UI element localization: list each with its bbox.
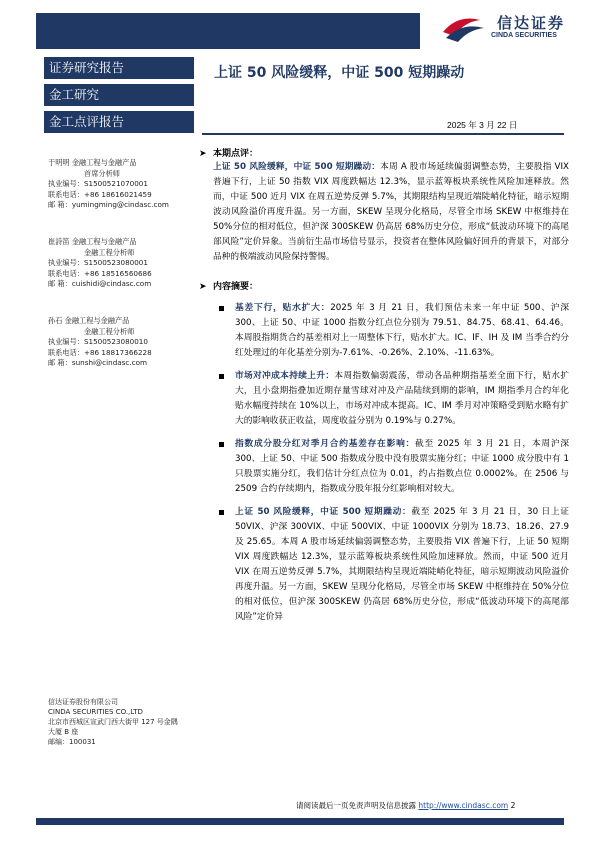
company-address: 北京市西城区宣武门西大街甲 127 号金隅 (48, 718, 178, 726)
bullet-text: 本周指数偏弱震荡，带动各品种期指基差全面下行，贴水扩大，且小盘期指叠加近期存量雪球对冲及产品陆续到期的影响，IM 期指季月合约年化贴水幅度持续在 10%以上，市场对冲成本提高。IC、IM 季月对冲策略受到贴水略有扩大的影响收获正收益，周度收益分别为 0.19%与 0.27%。 (235, 371, 570, 426)
bullet-text: 截至 2025 年 3 月 21 日，本周沪深 300、上证 50、中证 500 指数成分股中没有股票实施分红；中证 1000 成分股中有 1 只股票实施分红，我们估计分红点位为 0.01，约占指数点位 0.0002%。在 2506 与 2509 合约存续期内，指数成分股年报分红影响相对较大。 (235, 439, 570, 494)
analyst-email[interactable]: 邮 箱：sunshi@cindasc.com (48, 358, 147, 367)
analyst-cert: 执业编号：S1500521070001 (48, 179, 148, 188)
bullet-text: 截至 2025 年 3 月 21 日，30 日上证 50VIX、沪深 300VIX、中证 500VIX、中证 1000VIX 分别为 18.73、18.26、27.9 及 25.65。本周 A 股市场延续偏弱调整态势，主要股指 VIX 普遍下行，上证 50 短期 VIX 周度跌幅达 12.3%，显示蓝筹板块系统性风险加速释放。然而，中证 500 近月 VIX 在周五逆势反弹 5.7%，其期限结构呈现近端陡峭化特征，暗示短期波动风险溢价再度升温。另一方面，SKEW 呈现分化格局，尽管全市场 SKEW 中枢维持在 50%分位的相对低位，但沪深 300SKEW 仍高居 68%历史分位，形成“低波动环境下的高尾部风险”定价异 (235, 507, 569, 622)
list-item (235, 437, 569, 497)
page-footer (296, 800, 515, 811)
main-content (199, 148, 570, 625)
analyst-phone: 联系电话：+86 18616021459 (48, 189, 152, 199)
title-divider (202, 133, 564, 135)
logo-title: 信达证券 (497, 14, 566, 32)
website-link[interactable]: http://www.cindasc.com (418, 801, 509, 810)
contents-heading: ➤ 内容摘要： (199, 282, 259, 292)
bullet-square-icon (219, 510, 224, 515)
analyst-name: 孙石 金融工程与金融产品 (48, 316, 130, 325)
bullet-text: 2025 年 3 月 21 日，我们预估未来一年中证 500、沪深 300、上证 50、中证 1000 指数分红点位分别为 79.51、84.75、68.41、64.46。本周股指期货合约基差相对上一周整体下行，贴水扩大。IC、IF、IH 及 IM 当季合约分红处理过的年化基差分别为-7.61%、-0.26%、2.10%、-11.63%。 (235, 303, 570, 358)
analyst-role: 金融工程分析师 (84, 247, 135, 257)
footer-bar (36, 818, 564, 825)
list-item (235, 369, 569, 429)
list-item (235, 505, 569, 625)
company-address-2: 大厦 B 座 (48, 728, 79, 736)
sidebar-item-research: 金工研究 (44, 84, 194, 106)
summary-paragraph (213, 160, 569, 265)
sidebar-item-report-type: 证券研究报告 (44, 57, 194, 79)
arrow-right-icon: ➤ (199, 149, 207, 159)
sidebar (44, 57, 194, 138)
analyst-cert: 执业编号：S1500523080010 (48, 337, 148, 346)
bullet-square-icon (219, 306, 224, 311)
bullet-lead: 指数成分股分红对季月合约基差存在影响： (235, 439, 416, 449)
list-item (235, 301, 569, 361)
analyst-cert: 执业编号：S1500523080001 (48, 258, 148, 267)
company-name-cn: 信达证券股份有限公司 (48, 698, 118, 706)
sidebar-item-category: 金工点评报告 (44, 111, 194, 133)
analyst-email[interactable]: 邮 箱：yumingming@cindasc.com (48, 200, 169, 209)
report-title: 上证 50 风险缓释，中证 500 短期躁动 (214, 65, 465, 81)
analyst-phone: 联系电话：+86 18817366228 (48, 347, 152, 357)
bullet-lead: 基差下行，贴水扩大： (235, 303, 331, 313)
bullet-square-icon (219, 442, 224, 447)
disclaimer-note: 请阅读最后一页免责声明及信息披露 (296, 801, 419, 810)
report-date: 2025 年 3 月 22 日 (447, 120, 518, 130)
bullet-lead: 市场对冲成本持续上升： (235, 371, 335, 381)
analyst-card (48, 158, 198, 211)
summary-text: 本周 A 股市场延续偏弱调整态势，主要股指 VIX 普遍下行，上证 50 指数 VIX 周度跌幅达 12.3%，显示蓝筹板块系统性风险加速释放。然而，中证 500 近月 VIX 在周五逆势反弹 5.7%，其期限结构呈现近端陡峭化特征，暗示短期波动风险溢价再度升温。另一方面，SKEW 呈现分化格局，尽管全市场 SKEW 中枢维持在 50%分位的相对低位，但沪深 300SKEW 仍高居 68%历史分位，形成“低波动环境下的高尾部风险”定价异象。当前衍生品市场信号显示，投资者在整体风险偏好回升的背景下，对部分品种的极端波动风险保持警惕。 (213, 162, 569, 262)
bullet-lead: 上证 50 风险缓释，中证 500 短期躁动： (235, 507, 412, 517)
logo-subtitle: CINDA SECURITIES (491, 32, 557, 39)
analyst-card (48, 237, 198, 290)
analyst-card (48, 316, 198, 369)
company-postcode: 邮编：100031 (48, 738, 96, 746)
arrow-right-icon: ➤ (199, 282, 207, 292)
company-info (48, 697, 198, 747)
header-bar (36, 13, 420, 49)
page-number: 2 (508, 801, 516, 810)
summary-heading: ➤ 本期点评： (199, 149, 259, 159)
analyst-role: 首席分析师 (84, 168, 120, 178)
analyst-name: 崔詩笛 金融工程与金融产品 (48, 237, 137, 246)
summary-lead: 上证 50 风险缓释，中证 500 短期躁动： (213, 162, 381, 172)
analyst-phone: 联系电话：+86 18516560686 (48, 268, 152, 278)
analyst-role: 金融工程分析师 (84, 326, 135, 336)
analyst-name: 于明明 金融工程与金融产品 (48, 158, 137, 167)
company-name-en: CINDA SECURITIES CO.,LTD (48, 708, 143, 716)
analyst-email[interactable]: 邮 箱：cuishidi@cindasc.com (48, 279, 152, 288)
bullet-square-icon (219, 374, 224, 379)
